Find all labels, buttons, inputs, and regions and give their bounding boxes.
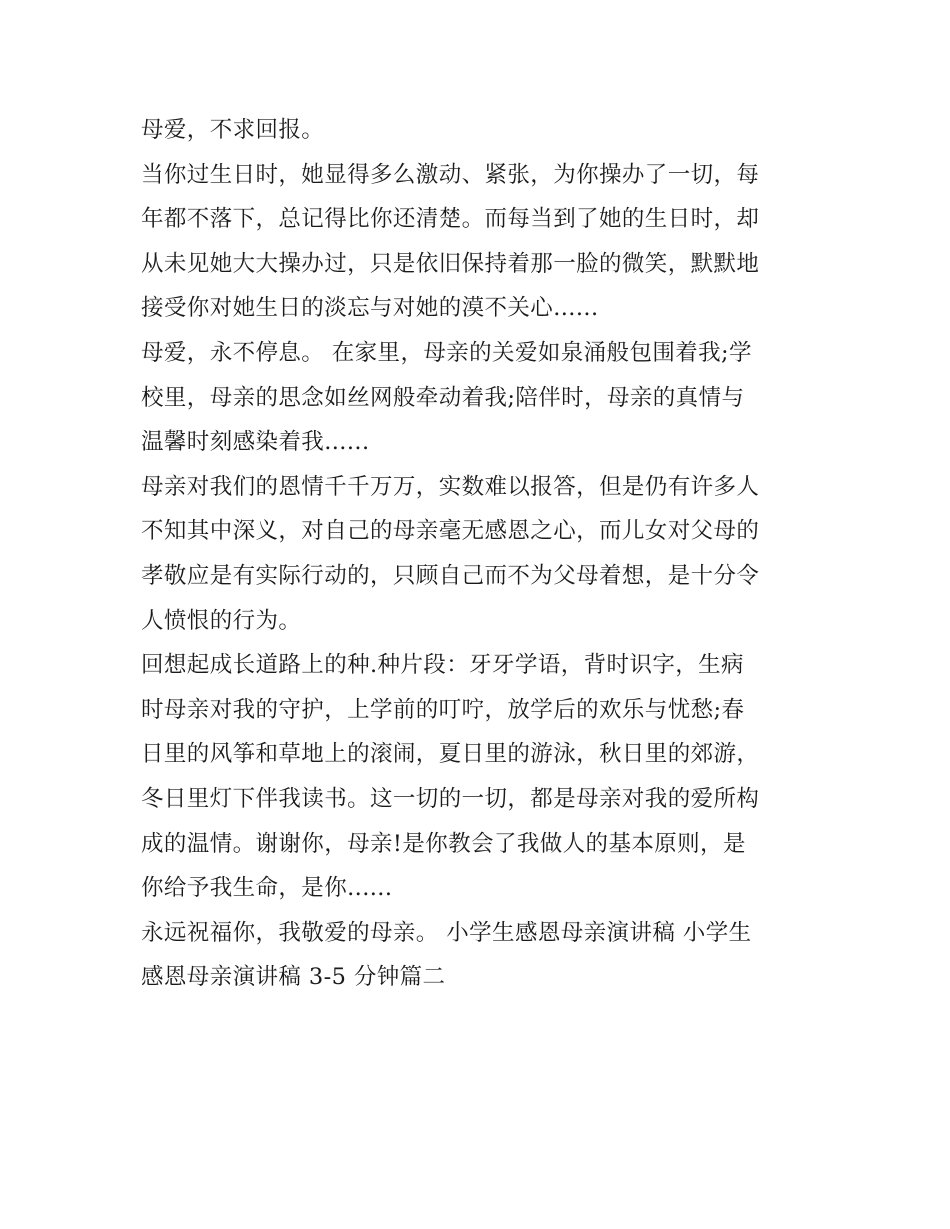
paragraph-2 [141, 153, 813, 331]
text-line: 日里的风筝和草地上的滚闹，夏日里的游泳，秋日里的郊游， [141, 741, 760, 768]
text-line: 接受你对她生日的淡忘与对她的漠不关心...... [141, 295, 599, 322]
paragraph-5 [141, 643, 813, 911]
text-line: 母亲对我们的恩情千千万万，实数难以报答，但是仍有许多人 [141, 473, 760, 500]
text-line: 人愤恨的行为。 [141, 607, 302, 634]
text-line: 母爱，不求回报。 [141, 117, 325, 143]
text-line: 母爱，永不停息。 在家里，母亲的关爱如泉涌般包围着我;学 [141, 339, 752, 366]
text-line: 不知其中深义，对自己的母亲毫无感恩之心，而儿女对父母的 [141, 518, 760, 545]
paragraph-3 [141, 331, 813, 465]
paragraph-1 [141, 108, 813, 153]
text-line: 成的温情。谢谢你，母亲!是你教会了我做人的基本原则，是 [141, 830, 746, 857]
text-line: 感恩母亲演讲稿 3-5 分钟篇二 [141, 964, 446, 991]
text-line: 时母亲对我的守护，上学前的叮咛，放学后的欢乐与忧愁;春 [141, 696, 745, 723]
text-line: 回想起成长道路上的种.种片段：牙牙学语，背时识字，生病 [141, 652, 744, 679]
text-line: 你给予我生命，是你...... [141, 875, 393, 902]
document-body [141, 108, 813, 1000]
paragraph-6 [141, 911, 813, 1000]
text-line: 年都不落下，总记得比你还清楚。而每当到了她的生日时，却 [141, 206, 760, 233]
text-line: 孝敬应是有实际行动的，只顾自己而不为父母着想，是十分令 [141, 562, 760, 589]
text-line: 当你过生日时，她显得多么激动、紧张，为你操办了一切，每 [141, 161, 760, 188]
text-line: 校里，母亲的思念如丝网般牵动着我;陪伴时，母亲的真情与 [141, 384, 745, 411]
paragraph-4 [141, 465, 813, 643]
text-line: 温馨时刻感染着我...... [141, 429, 370, 456]
text-line: 从未见她大大操办过，只是依旧保持着那一脸的微笑，默默地 [141, 250, 760, 277]
text-line: 永远祝福你，我敬爱的母亲。 小学生感恩母亲演讲稿 小学生 [141, 919, 752, 946]
text-line: 冬日里灯下伴我读书。这一切的一切，都是母亲对我的爱所构 [141, 785, 760, 812]
